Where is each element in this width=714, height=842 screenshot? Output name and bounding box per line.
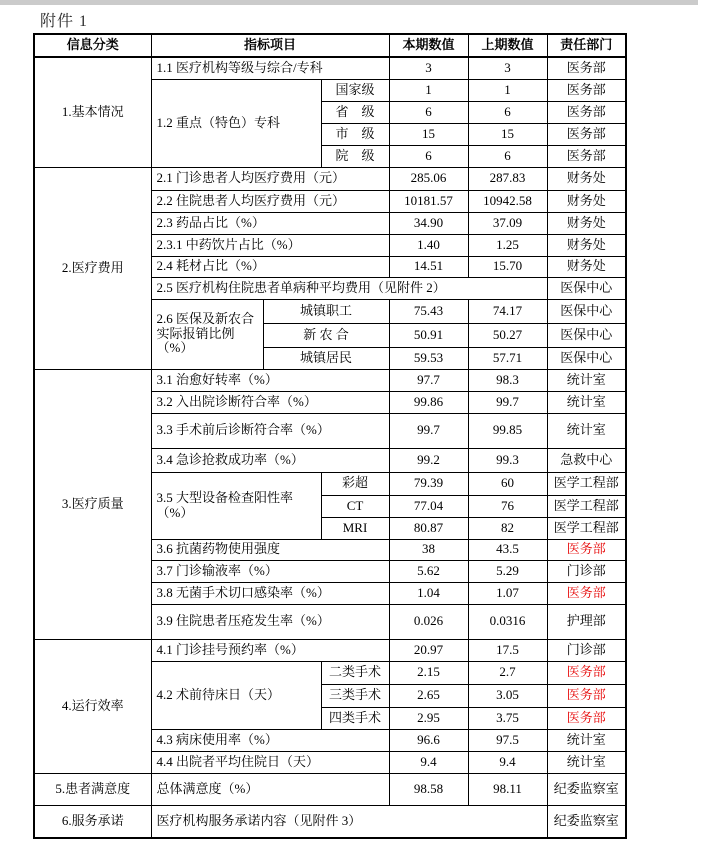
table-cell: 77.04 [389,495,468,517]
table-cell: 15 [389,123,468,145]
table-cell: 98.11 [468,773,547,805]
table-cell: 50.27 [468,323,547,347]
table-cell: 20.97 [389,639,468,661]
window-top-bar [0,0,698,5]
table-cell: 2.95 [389,707,468,729]
header-cell: 责任部门 [547,34,626,57]
table-cell: 4.3 病床使用率（%） [151,729,389,751]
table-cell: 医保中心 [547,347,626,369]
table-cell: 2.4 耗材占比（%） [151,256,389,277]
header-cell: 指标项目 [151,34,389,57]
table-cell: 门诊部 [547,560,626,582]
table-cell: 96.6 [389,729,468,751]
table-cell: 75.43 [389,299,468,323]
table-cell: 医学工程部 [547,517,626,539]
table-cell: 医保中心 [547,277,626,299]
table-cell: 3.05 [468,684,547,707]
table-cell: 城镇居民 [263,347,389,369]
table-cell: 2.6 医保及新农合实际报销比例（%） [151,299,263,369]
table-cell: 2.1 门诊患者人均医疗费用（元） [151,167,389,190]
table-cell: 统计室 [547,729,626,751]
header-cell: 本期数值 [389,34,468,57]
table-cell: 医务部 [547,582,626,604]
table-cell: 34.90 [389,212,468,234]
table-row [34,57,626,79]
table-cell: 三类手术 [321,684,389,707]
table-cell: 10181.57 [389,190,468,212]
table-cell: 3.8 无菌手术切口感染率（%） [151,582,389,604]
table-cell: 5.患者满意度 [34,773,151,805]
table-cell: 6.服务承诺 [34,805,151,838]
table-cell: 9.4 [389,751,468,773]
table-cell: 医务部 [547,539,626,560]
table-cell: 6 [468,145,547,167]
table-cell: 医务部 [547,123,626,145]
table-cell: 3.7 门诊输液率（%） [151,560,389,582]
table-cell: MRI [321,517,389,539]
table-row [34,805,626,838]
table-cell: 43.5 [468,539,547,560]
table-cell: 城镇职工 [263,299,389,323]
table-row [34,773,626,805]
table-cell: 4.4 出院者平均住院日（天） [151,751,389,773]
table-cell: 99.85 [468,413,547,448]
table-cell: 医务部 [547,661,626,684]
table-cell: 2.5 医疗机构住院患者单病种平均费用（见附件 2） [151,277,547,299]
table-cell: 3.3 手术前后诊断符合率（%） [151,413,389,448]
table-cell: 财务处 [547,212,626,234]
table-cell: 医务部 [547,57,626,79]
table-cell: 医学工程部 [547,495,626,517]
table-cell: 医务部 [547,79,626,101]
table-cell: 98.58 [389,773,468,805]
table-cell: 0.0316 [468,604,547,639]
table-cell: 3.2 入出院诊断符合率（%） [151,391,389,413]
table-cell: 统计室 [547,391,626,413]
table-cell: 59.53 [389,347,468,369]
table-cell: 纪委监察室 [547,805,626,838]
table-cell: 79.39 [389,472,468,495]
table-cell: 3.6 抗菌药物使用强度 [151,539,389,560]
table-cell: 3.9 住院患者压疮发生率（%） [151,604,389,639]
table-cell: 1.基本情况 [34,57,151,167]
table-cell: 医务部 [547,684,626,707]
table-cell: 财务处 [547,190,626,212]
table-cell: 50.91 [389,323,468,347]
table-cell: 98.3 [468,369,547,391]
table-cell: 14.51 [389,256,468,277]
table-cell: 60 [468,472,547,495]
table-cell: 4.1 门诊挂号预约率（%） [151,639,389,661]
table-cell: 彩超 [321,472,389,495]
table-cell: 财务处 [547,256,626,277]
table-cell: 3 [468,57,547,79]
table-cell: 1 [389,79,468,101]
table-cell: 3.75 [468,707,547,729]
table-cell: 74.17 [468,299,547,323]
table-cell: 38 [389,539,468,560]
table-cell: 护理部 [547,604,626,639]
table-cell: 3.4 急诊抢救成功率（%） [151,448,389,472]
table-cell: 15 [468,123,547,145]
table-header-row [34,34,626,57]
table-cell: 99.2 [389,448,468,472]
table-cell: 2.15 [389,661,468,684]
header-cell: 信息分类 [34,34,151,57]
table-cell: 99.7 [389,413,468,448]
table-cell: 医保中心 [547,299,626,323]
table-cell: 1.04 [389,582,468,604]
table-cell: 财务处 [547,167,626,190]
table-cell: 285.06 [389,167,468,190]
table-cell: 医疗机构服务承诺内容（见附件 3） [151,805,547,838]
table-cell: 医务部 [547,101,626,123]
table-cell: 6 [389,101,468,123]
table-cell: 2.3.1 中药饮片占比（%） [151,234,389,256]
table-cell: 57.71 [468,347,547,369]
table-cell: 纪委监察室 [547,773,626,805]
table-cell: 医务部 [547,707,626,729]
table-cell: 6 [468,101,547,123]
table-row [34,369,626,391]
table-cell: 97.5 [468,729,547,751]
table-cell: 3 [389,57,468,79]
hospital-indicator-table [33,33,627,839]
table-cell: 3.医疗质量 [34,369,151,639]
table-cell: 3.5 大型设备检查阳性率（%） [151,472,321,539]
table-cell: 99.3 [468,448,547,472]
table-cell: 门诊部 [547,639,626,661]
table-cell: 9.4 [468,751,547,773]
table-cell: 市 级 [321,123,389,145]
table-cell: 1.25 [468,234,547,256]
table-row [34,167,626,190]
table-cell: 医务部 [547,145,626,167]
table-cell: 2.医疗费用 [34,167,151,369]
table-row [34,639,626,661]
table-cell: 省 级 [321,101,389,123]
table-cell: 1.40 [389,234,468,256]
table-cell: 3.1 治愈好转率（%） [151,369,389,391]
table-cell: 17.5 [468,639,547,661]
table-cell: 4.2 术前待床日（天） [151,661,321,729]
table-cell: CT [321,495,389,517]
table-cell: 6 [389,145,468,167]
table-cell: 新 农 合 [263,323,389,347]
table-cell: 37.09 [468,212,547,234]
table-cell: 统计室 [547,413,626,448]
table-cell: 97.7 [389,369,468,391]
table-cell: 医学工程部 [547,472,626,495]
table-cell: 四类手术 [321,707,389,729]
header-cell: 上期数值 [468,34,547,57]
table-cell: 2.65 [389,684,468,707]
table-cell: 5.62 [389,560,468,582]
table-cell: 2.2 住院患者人均医疗费用（元） [151,190,389,212]
table-cell: 15.70 [468,256,547,277]
table-cell: 二类手术 [321,661,389,684]
table-cell: 82 [468,517,547,539]
table-cell: 1.07 [468,582,547,604]
table-cell: 0.026 [389,604,468,639]
table-cell: 4.运行效率 [34,639,151,773]
table-cell: 1.1 医疗机构等级与综合/专科 [151,57,389,79]
table-cell: 99.86 [389,391,468,413]
table-cell: 287.83 [468,167,547,190]
table-cell: 2.7 [468,661,547,684]
table-cell: 财务处 [547,234,626,256]
table-cell: 国家级 [321,79,389,101]
table-cell: 99.7 [468,391,547,413]
table-cell: 80.87 [389,517,468,539]
table-cell: 院 级 [321,145,389,167]
table-cell: 医保中心 [547,323,626,347]
table-cell: 5.29 [468,560,547,582]
table-cell: 1 [468,79,547,101]
table-cell: 1.2 重点（特色）专科 [151,79,321,167]
table-cell: 76 [468,495,547,517]
table-cell: 2.3 药品占比（%） [151,212,389,234]
attachment-title: 附件 1 [40,13,89,30]
table-cell: 总体满意度（%） [151,773,389,805]
table-cell: 10942.58 [468,190,547,212]
table-cell: 统计室 [547,369,626,391]
table-cell: 统计室 [547,751,626,773]
table-cell: 急救中心 [547,448,626,472]
